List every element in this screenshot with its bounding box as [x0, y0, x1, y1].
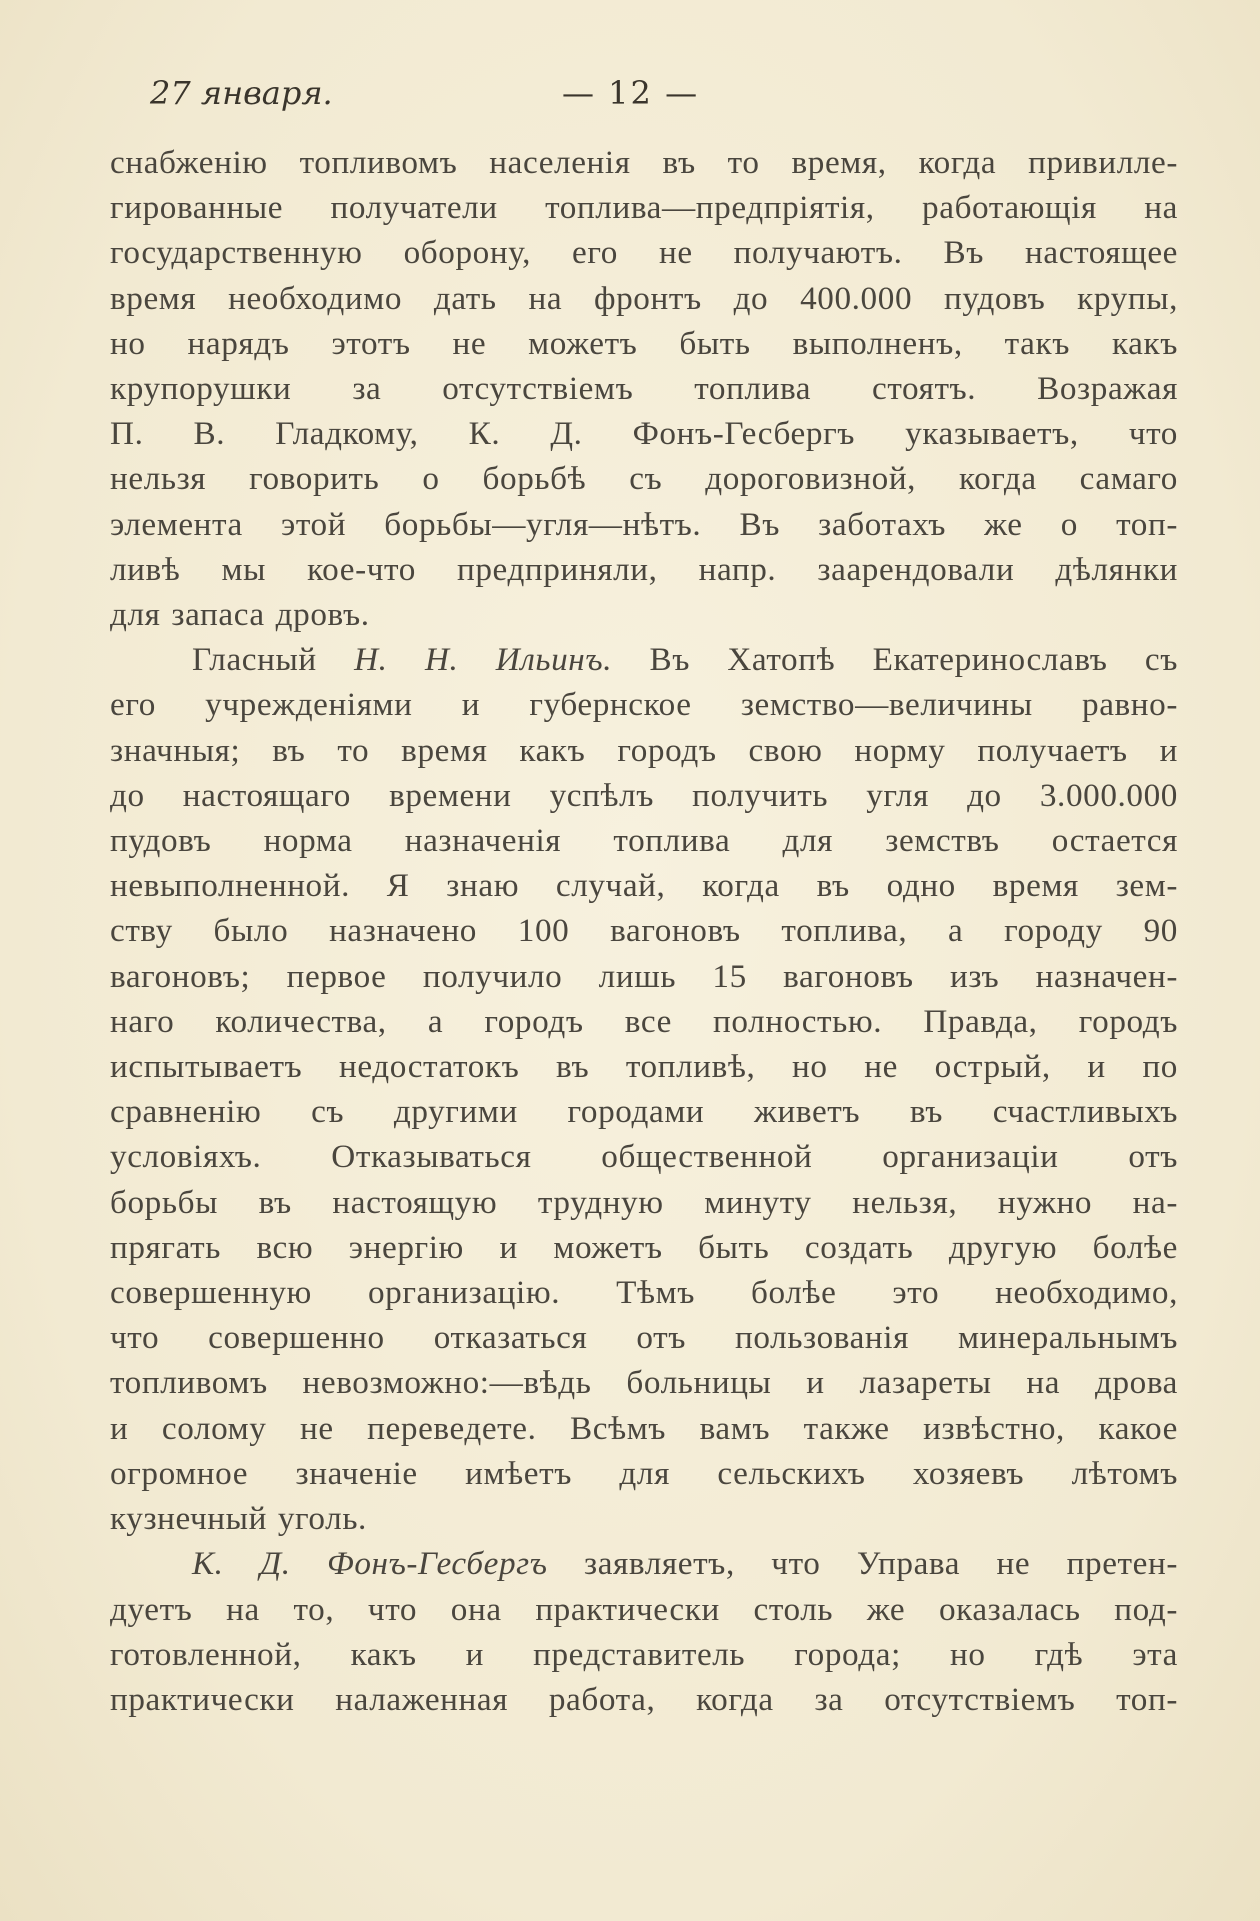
text-line: невыполненной. Я знаю случай, когда въ одно время зем- — [110, 867, 1178, 905]
text-line: ству было назначено 100 вагоновъ топлива, а городу 90 — [110, 912, 1178, 950]
text-line: прягать всю энергію и можетъ быть создать другую болѣе — [110, 1228, 1178, 1266]
text-line-lead — [110, 637, 1178, 682]
text-line: значныя; въ то время какъ городъ свою норму получаетъ и — [110, 731, 1178, 769]
text-line: дуетъ на то, что она практически столь же оказалась под- — [110, 1590, 1178, 1628]
text-line: гированные получатели топлива—предпріятія, работающія на — [110, 189, 1178, 227]
speaker-name: Н. Н. Ильинъ. — [354, 641, 613, 679]
text-line: государственную оборону, его не получаютъ. Въ настоящее — [110, 234, 1178, 272]
text-line-lead — [110, 1541, 1178, 1586]
text-line: огромное значеніе имѣетъ для сельскихъ хозяевъ лѣтомъ — [110, 1454, 1178, 1492]
speaker-name: К. Д. Фонъ-Гесбергъ — [192, 1545, 548, 1583]
text-line: его учрежденіями и губернское земство—величины равно- — [110, 686, 1178, 724]
text-line: борьбы въ настоящую трудную минуту нельзя, нужно на- — [110, 1183, 1178, 1221]
paragraph-1 — [110, 140, 1178, 637]
paragraph-2 — [110, 637, 1178, 1541]
page-header — [0, 66, 1260, 116]
text-line: готовленной, какъ и представитель города; но гдѣ эта — [110, 1635, 1178, 1673]
text-line: П. В. Гладкому, К. Д. Фонъ-Гесбергъ указываетъ, что — [110, 415, 1178, 453]
text-line: вагоновъ; первое получило лишь 15 вагоновъ изъ назначен- — [110, 957, 1178, 995]
text-line: топливомъ невозможно:—вѣдь больницы и лазареты на дрова — [110, 1364, 1178, 1402]
text-line: испытываетъ недостатокъ въ топливѣ, но не острый, и по — [110, 1048, 1178, 1086]
text-line: ливѣ мы кое-что предприняли, напр. заарендовали дѣлянки — [110, 550, 1178, 588]
text-line: кузнечный уголь. — [110, 1500, 367, 1538]
text-line: совершенную организацію. Тѣмъ болѣе это необходимо, — [110, 1274, 1178, 1312]
text-line: снабженію топливомъ населенія въ то время, когда привилле- — [110, 144, 1178, 181]
text-line: наго количества, а городъ все полностью. Правда, городъ — [110, 1002, 1178, 1040]
text-line: пудовъ норма назначенія топлива для земствъ остается — [110, 822, 1178, 860]
page-number: — 12 — — [562, 74, 700, 112]
text-line: условіяхъ. Отказываться общественной организаціи отъ — [110, 1138, 1178, 1176]
text-line: но нарядъ этотъ не можетъ быть выполненъ, такъ какъ — [110, 324, 1178, 362]
text-line: и солому не переведете. Всѣмъ вамъ также извѣстно, какое — [110, 1409, 1178, 1447]
text-line: для запаса дровъ. — [110, 596, 370, 634]
lead-word: Гласный — [192, 641, 317, 679]
text-fragment: Въ Хатопѣ Екатеринославъ съ — [649, 641, 1178, 679]
body-text — [110, 140, 1178, 1722]
text-line: практически налаженная работа, когда за отсутствіемъ топ- — [110, 1680, 1178, 1718]
text-fragment: заявляетъ, что Управа не претен- — [583, 1545, 1179, 1583]
text-line: время необходимо дать на фронтъ до 400.000 пудовъ крупы, — [110, 279, 1178, 317]
text-line: элемента этой борьбы—угля—нѣтъ. Въ заботахъ же о топ- — [110, 505, 1178, 543]
text-line: сравненію съ другими городами живетъ въ счастливыхъ — [110, 1093, 1178, 1131]
text-line: крупорушки за отсутствіемъ топлива стоятъ. Возражая — [110, 370, 1178, 408]
text-line: до настоящаго времени успѣлъ получить угля до 3.000.000 — [110, 776, 1178, 814]
text-line: нельзя говорить о борьбѣ съ дороговизной, когда самаго — [110, 460, 1178, 498]
paragraph-3 — [110, 1541, 1178, 1722]
header-date: 27 января. — [150, 74, 333, 112]
text-line: что совершенно отказаться отъ пользованія минеральнымъ — [110, 1319, 1178, 1357]
